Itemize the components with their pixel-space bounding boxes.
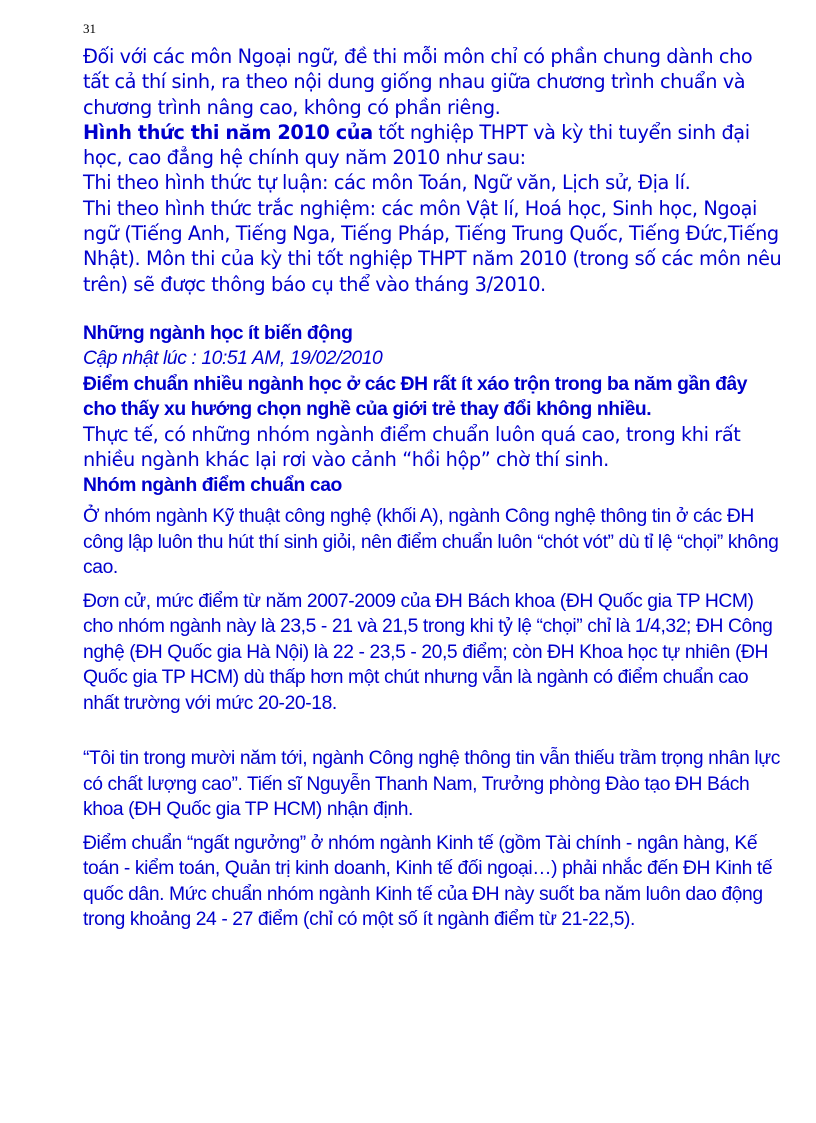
paragraph-exam-format (83, 120, 783, 171)
paragraph-foreign-language: Đối với các môn Ngoại ngữ, đề thi mỗi môn chỉ có phần chung dành cho tất cả thí sinh, ra theo nội dung giống nhau giữa chương trình chuẩn và chương trình nâng cao, không có phần riêng. (83, 45, 753, 119)
article-body-3: “Tôi tin trong mười năm tới, ngành Công nghệ thông tin vẫn thiếu trầm trọng nhân lực có chất lượng cao”. Tiến sĩ Nguyễn Thanh Nam, Trưởng phòng Đào tạo ĐH Bách khoa (ĐH Quốc gia TP HCM) nhận định. (83, 748, 781, 821)
article-lead: Điểm chuẩn nhiều ngành học ở các ĐH rất ít xáo trộn trong ba năm gần đây cho thấy xu hướng chọn nghề của giới trẻ thay đổi không nhiều. (83, 373, 748, 420)
exam-format-text: tốt nghiệp THPT và kỳ thi tuyển sinh đại học, cao đẳng hệ chính quy năm 2010 như sau: (83, 120, 750, 170)
paragraph-multiple-choice-subjects: Thi theo hình thức trắc nghiệm: các môn Vật lí, Hoá học, Sinh học, Ngoại ngữ (Tiếng Anh, Tiếng Nga, Tiếng Pháp, Tiếng Trung Quốc, Tiếng Đức,Tiếng Nhật). Môn thi của kỳ thi tốt nghiệp THPT năm 2010 (trong số các môn nêu trên) sẽ được thông báo cụ thể vào tháng 3/2010. (83, 196, 782, 296)
article-body-2: Đơn cử, mức điểm từ năm 2007-2009 của ĐH Bách khoa (ĐH Quốc gia TP HCM) cho nhóm ngành này là 23,5 - 21 và 21,5 trong khi tỷ lệ “chọi” chỉ là 1/4,32; ĐH Công nghệ (ĐH Quốc gia Hà Nội) là 22 - 23,5 - 20,5 điểm; còn ĐH Khoa học tự nhiên (ĐH Quốc gia TP HCM) dù thấp hơn một chút nhưng vẫn là ngành có điểm chuẩn cao nhất trường với mức 20-20-18. (83, 590, 773, 714)
article-intro: Thực tế, có những nhóm ngành điểm chuẩn luôn quá cao, trong khi rất nhiều ngành khác lại rơi vào cảnh “hồi hộp” chờ thí sinh. (83, 423, 741, 472)
paragraph-essay-subjects: Thi theo hình thức tự luận: các môn Toán, Ngữ văn, Lịch sử, Địa lí. (83, 171, 691, 195)
article-body-4: Điểm chuẩn “ngất ngưởng” ở nhóm ngành Kinh tế (gồm Tài chính - ngân hàng, Kế toán - kiểm toán, Quản trị kinh doanh, Kinh tế đối ngoại…) phải nhắc đến ĐH Kinh tế quốc dân. Mức chuẩn nhóm ngành Kinh tế của ĐH này suốt ba năm luôn dao động trong khoảng 24 - 27 điểm (chỉ có một số ít ngành điểm từ 21-22,5). (83, 832, 773, 931)
article-title: Những ngành học ít biến động (83, 322, 353, 344)
article-body-1: Ở nhóm ngành Kỹ thuật công nghệ (khối A), ngành Công nghệ thông tin ở các ĐH công lập luôn thu hút thí sinh giỏi, nên điểm chuẩn luôn “chót vót” dù tỉ lệ “chọi” không cao. (83, 506, 779, 579)
page-content (83, 44, 783, 933)
article-subheading: Nhóm ngành điểm chuẩn cao (83, 474, 342, 496)
article-updated-time: Cập nhật lúc : 10:51 AM, 19/02/2010 (83, 348, 383, 370)
exam-format-bold: Hình thức thi năm 2010 của (83, 120, 373, 144)
page-number: 31 (83, 21, 96, 36)
